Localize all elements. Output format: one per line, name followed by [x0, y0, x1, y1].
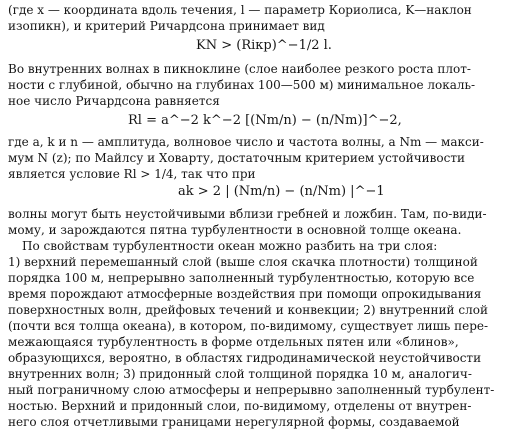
text-line: него слоя отчетливыми границами нерегулярной формы, создаваемой — [8, 415, 460, 429]
text-line: волны могут быть неустойчивыми вблизи гребней и ложбин. Там, по-види- — [8, 207, 487, 221]
text-line: внутренних волн; 3) придонный слой толщиной порядка 10 м, аналогич- — [8, 367, 472, 381]
equation-richardson: Rl = a^−2 k^−2 [(Nm/n) − (n/Nm)]^−2, — [128, 113, 402, 128]
text-line: ностью. Верхний и придонный слои, по-видимому, отделены от внутрен- — [8, 399, 472, 413]
text-line: Во внутренних волнах в пикноклине (слое наиболее резкого роста плот- — [8, 62, 471, 76]
text-line: где a, k и n — амплитуда, волновое число и частота волны, a Nm — макси- — [8, 135, 484, 149]
text-line: (почти вся толща океана), в котором, по-видимому, существует лишь пере- — [8, 319, 489, 333]
text-line: ный пограничному слою атмосферы и непрерывно заполненный турбулент- — [8, 383, 495, 397]
text-line: По свойствам турбулентности океан можно разбить на три слоя: — [22, 239, 438, 253]
text-line: ности с глубиной, обычно на глубинах 100—500 м) минимальное локаль- — [8, 78, 476, 92]
text-line: мум N (z); по Майлсу и Ховарту, достаточным критерием устойчивости — [8, 151, 465, 165]
equation-ak: ak > 2 | (Nm/n) − (n/Nm) |^−1 — [178, 184, 385, 199]
text-line: порядка 100 м, непрерывно заполненный турбулентностью, которую все — [8, 271, 475, 285]
equation-kn: KN > (Riкр)^−1/2 l. — [196, 38, 332, 53]
text-line: является условие Rl > 1/4, так что при — [8, 167, 256, 181]
text-line: поверхностных волн, дрейфовых течений и конвекции; 2) внутренний слой — [8, 303, 488, 317]
text-line: (где x — координата вдоль течения, l — параметр Кориолиса, K—наклон — [8, 3, 472, 17]
text-line: изопикн), и критерий Ричардсона принимает вид — [8, 19, 325, 33]
text-line: 1) верхний перемешанный слой (выше слоя скачка плотности) толщиной — [8, 255, 478, 269]
text-line: межающаяся турбулентность в форме отдельных пятен или «блинов», — [8, 335, 459, 349]
text-line: мому, и зарождаются пятна турбулентности в основной толще океана. — [8, 223, 462, 237]
text-line: время порождают атмосферные воздействия при помощи опрокидывания — [8, 287, 482, 301]
text-line: образующихся, вероятно, в областях гидродинамической неустойчивости — [8, 351, 482, 365]
text-line: ное число Ричардсона равняется — [8, 94, 220, 108]
